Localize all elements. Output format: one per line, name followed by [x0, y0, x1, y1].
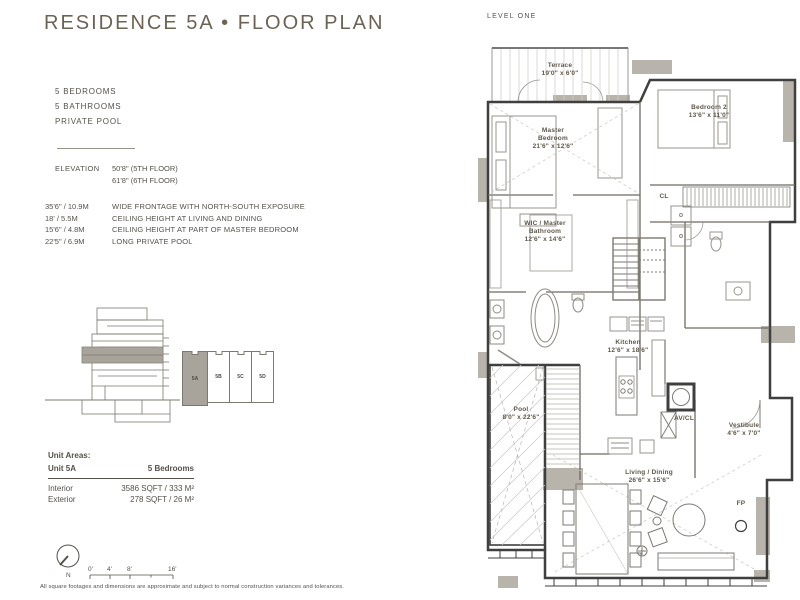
- unit-areas-table: [48, 450, 194, 505]
- spec-desc: WIDE FRONTAGE WITH NORTH-SOUTH EXPOSURE: [112, 202, 305, 211]
- unit-key-plan: [183, 351, 274, 406]
- north-compass-icon: [57, 545, 79, 579]
- keyplan-unit-5a: [182, 351, 208, 406]
- kitchen-island: [616, 357, 637, 415]
- master-bath-fixtures: [490, 289, 584, 364]
- row-label: Exterior: [48, 495, 76, 504]
- table-rule: [48, 478, 194, 479]
- unit-areas-heading: Unit Areas:: [48, 451, 91, 460]
- compass-and-scale: [50, 540, 280, 585]
- spec-measure: 15'6" / 4.8M: [45, 225, 85, 234]
- bathroom2-fixtures: [685, 222, 750, 300]
- spec-desc: CEILING HEIGHT AT PART OF MASTER BEDROOM: [112, 225, 299, 234]
- room-label-bedroom2: Bedroom 2 13'6" x 11'0": [688, 104, 730, 119]
- elevation-block: [55, 163, 178, 187]
- unit-areas-header-row: [48, 463, 194, 477]
- unit-type: 5 Bedrooms: [147, 464, 194, 473]
- scale-bar: [90, 575, 173, 579]
- table-row: [48, 483, 194, 494]
- room-label-kitchen: Kitchen 12'6" x 18'6": [607, 339, 649, 354]
- unit-label: 5D: [259, 374, 266, 380]
- scale-tick-0: 0': [88, 566, 93, 573]
- room-label-terrace: Terrace 19'0" x 6'0": [541, 62, 579, 77]
- unit-notch: [192, 351, 199, 355]
- room-label-fireplace: FP: [736, 500, 746, 507]
- master-bed: [492, 108, 622, 226]
- deck-strip: [546, 369, 579, 464]
- disclaimer-text: All square footages and dimensions are approximate and subject to normal construction variances and tolerances.: [40, 584, 345, 590]
- row-value: 3586 SQFT / 333 M²: [121, 484, 194, 493]
- unit-notch: [215, 351, 222, 355]
- room-label-vestibule: Vestibule 4'6" x 7'0": [727, 422, 761, 437]
- feature-pool: PRIVATE POOL: [55, 117, 123, 126]
- spec-desc: LONG PRIVATE POOL: [112, 236, 193, 246]
- wall-poche: [478, 60, 795, 588]
- room-label-wic-master-bath: WIC / Master Bathroom 12'6" x 14'6": [524, 220, 566, 243]
- unit-label: 5B: [215, 374, 222, 380]
- unit-label: Unit 5A: [48, 464, 76, 473]
- keyplan-unit-5d: [251, 351, 274, 403]
- spec-list: [45, 201, 305, 247]
- pool-area: [490, 365, 545, 545]
- spec-row: [45, 213, 305, 225]
- level-label: LEVEL ONE: [487, 13, 537, 20]
- feature-bathrooms: 5 BATHROOMS: [55, 102, 122, 111]
- spec-measure: 18' / 5.5M: [45, 213, 78, 223]
- section-divider: [57, 148, 135, 149]
- row-label: Interior: [48, 484, 73, 493]
- north-label: N: [66, 572, 71, 579]
- spec-desc: CEILING HEIGHT AT LIVING AND DINING: [112, 213, 263, 223]
- unit-label: 5A: [191, 375, 199, 382]
- room-label-living-dining: Living / Dining 26'6" x 15'6": [625, 469, 673, 484]
- table-row: [48, 494, 194, 505]
- feature-bedrooms: 5 BEDROOMS: [55, 87, 117, 96]
- spec-measure: 35'6" / 10.9M: [45, 202, 89, 211]
- unit-notch: [259, 351, 266, 355]
- fireplace-circle: [736, 521, 747, 532]
- wine-cooler-dw: [608, 438, 654, 454]
- stairs: [613, 238, 665, 300]
- room-label-master-bedroom: Master Bedroom 21'6" x 12'6": [532, 127, 574, 150]
- spec-row: [45, 201, 305, 213]
- dining-table: [563, 484, 641, 574]
- scale-tick-16: 16': [168, 566, 177, 573]
- closet-hatch: [683, 187, 790, 207]
- elevation-label: ELEVATION: [55, 164, 100, 173]
- room-label-closet: CL: [659, 193, 669, 200]
- spec-row: [45, 224, 305, 236]
- floor-plan-drawing: [458, 10, 800, 592]
- elevation-value-1: 50'8" (5TH FLOOR): [112, 164, 178, 173]
- elevation-value-2: 61'8" (6TH FLOOR): [112, 176, 178, 185]
- room-label-pool: Pool 8'0" x 22'6": [502, 406, 540, 421]
- keyplan-unit-5b: [207, 351, 230, 403]
- page-title: RESIDENCE 5A • FLOOR PLAN: [44, 12, 385, 34]
- feature-list: [55, 84, 122, 129]
- scale-tick-4: 4': [107, 566, 112, 573]
- row-value: 278 SQFT / 26 M²: [130, 495, 194, 504]
- living-furniture: [637, 496, 734, 570]
- shower-square: [668, 384, 694, 410]
- spec-measure: 22'5" / 6.9M: [45, 236, 85, 246]
- spec-row: [45, 236, 305, 248]
- room-label-av-closet: AV/CL: [673, 415, 695, 422]
- keyplan-unit-5c: [229, 351, 252, 403]
- scale-tick-8: 8': [127, 566, 132, 573]
- unit-label: 5C: [237, 374, 244, 380]
- unit-notch: [237, 351, 244, 355]
